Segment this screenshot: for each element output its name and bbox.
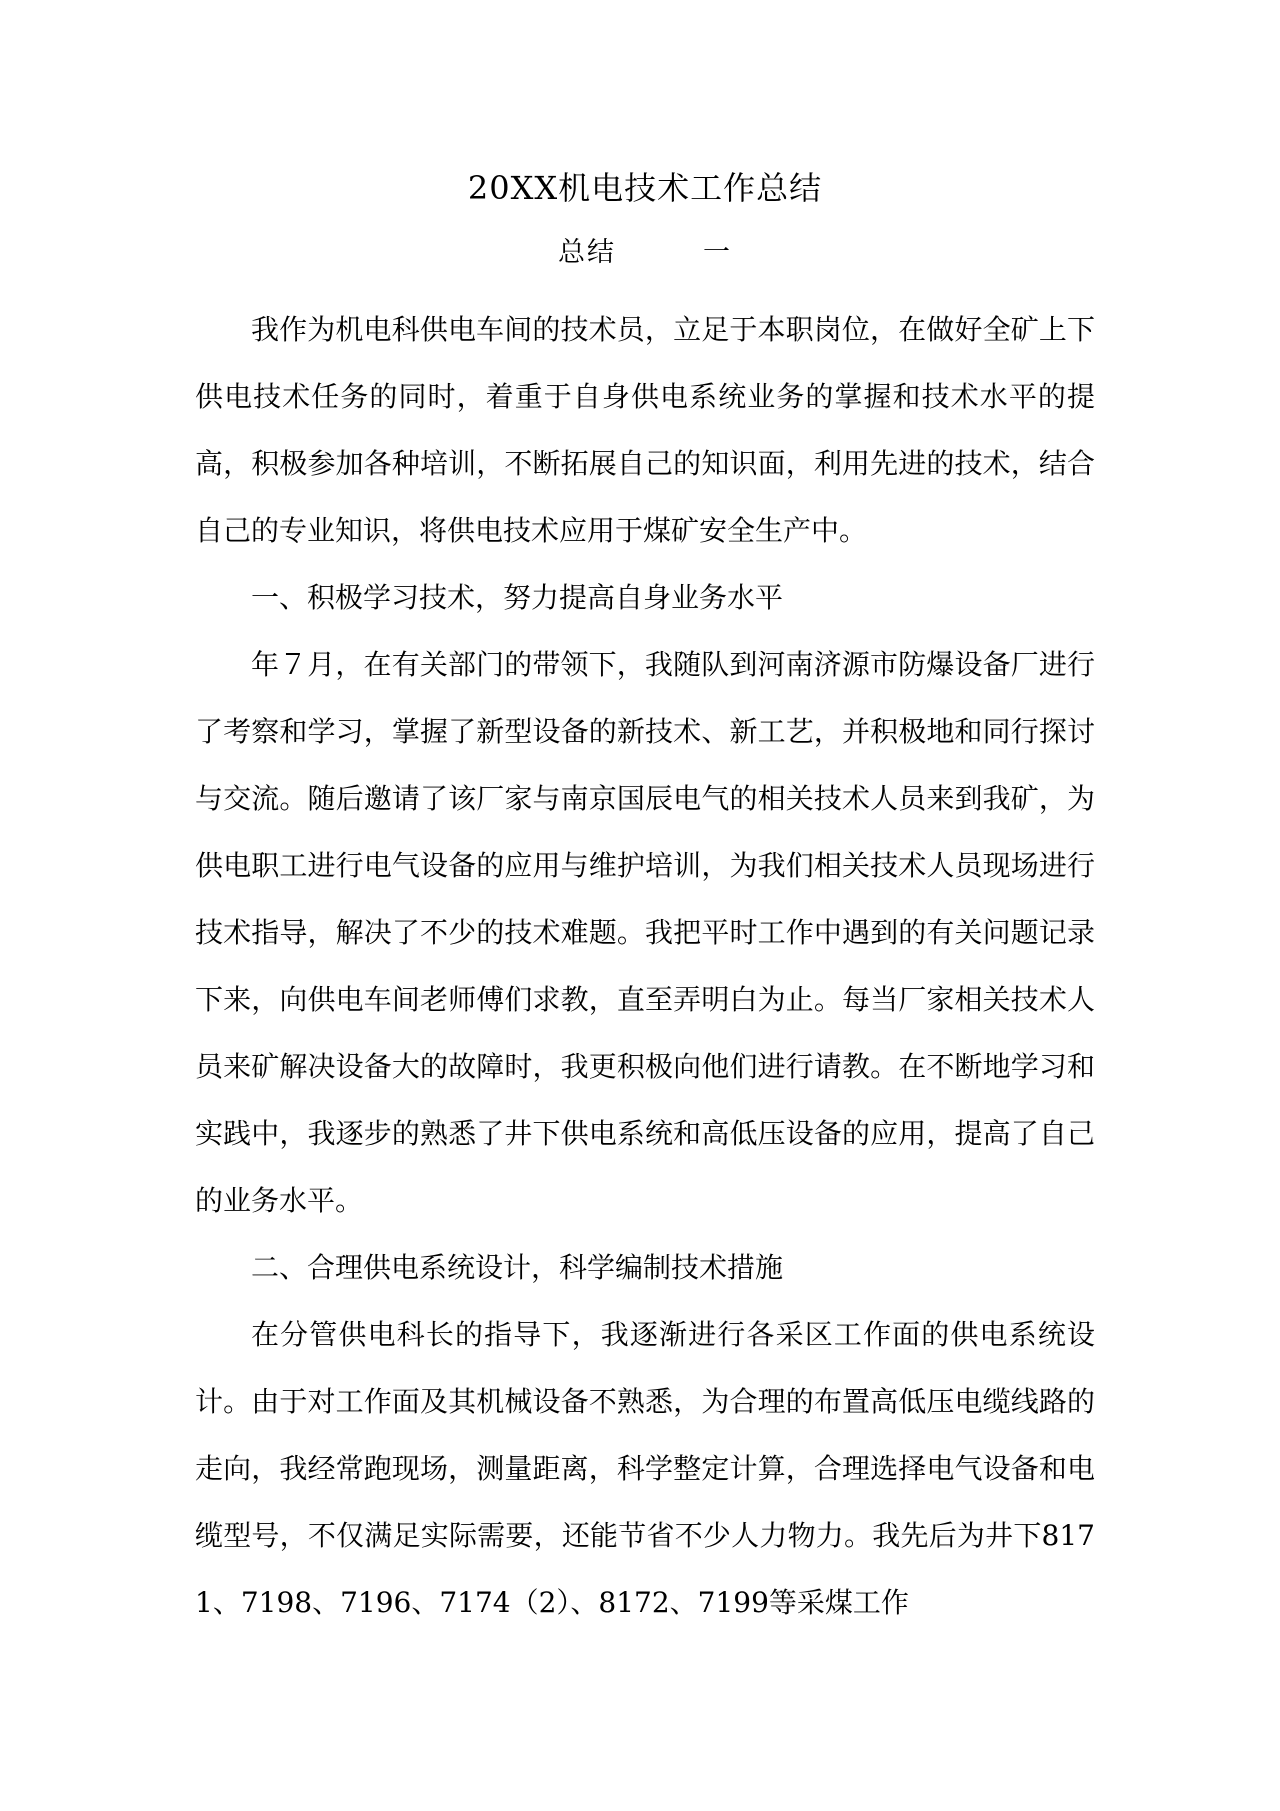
paragraph-section-1: 年７月，在有关部门的带领下，我随队到河南济源市防爆设备厂进行了考察和学习，掌握了新型设备的新技术、新工艺，并积极地和同行探讨与交流。随后邀请了该厂家与南京国辰电气的相关技术人员来到我矿，为供电职工进行电气设备的应用与维护培训，为我们相关技术人员现场进行技术指导，解决了不少的技术难题。我把平时工作中遇到的有关问题记录下来，向供电车间老师傅们求教，直至弄明白为止。每当厂家相关技术人员来矿解决设备大的故障时，我更积极向他们进行请教。在不断地学习和实践中，我逐步的熟悉了井下供电系统和高低压设备的应用，提高了自己的业务水平。 [195, 648, 1095, 1217]
document-body [195, 296, 1095, 1636]
section-heading-2: 二、合理供电系统设计，科学编制技术措施 [251, 1251, 784, 1284]
document-subtitle: 总结 一 [558, 237, 732, 268]
document-title: 20XX机电技术工作总结 [467, 169, 823, 207]
paragraph-intro: 我作为机电科供电车间的技术员，立足于本职岗位，在做好全矿上下供电技术任务的同时，着重于自身供电系统业务的掌握和技术水平的提高，积极参加各种培训，不断拓展自己的知识面，利用先进的技术，结合自己的专业知识，将供电技术应用于煤矿安全生产中。 [195, 313, 1095, 547]
section-heading-1: 一、积极学习技术，努力提高自身业务水平 [251, 581, 784, 614]
paragraph-section-2: 在分管供电科长的指导下，我逐渐进行各采区工作面的供电系统设计。由于对工作面及其机械设备不熟悉，为合理的布置高低压电缆线路的走向，我经常跑现场，测量距离，科学整定计算，合理选择电气设备和电缆型号，不仅满足实际需要，还能节省不少人力物力。我先后为井下8171、7198、7196、7174（2）、8172、7199等采煤工作 [195, 1318, 1095, 1619]
